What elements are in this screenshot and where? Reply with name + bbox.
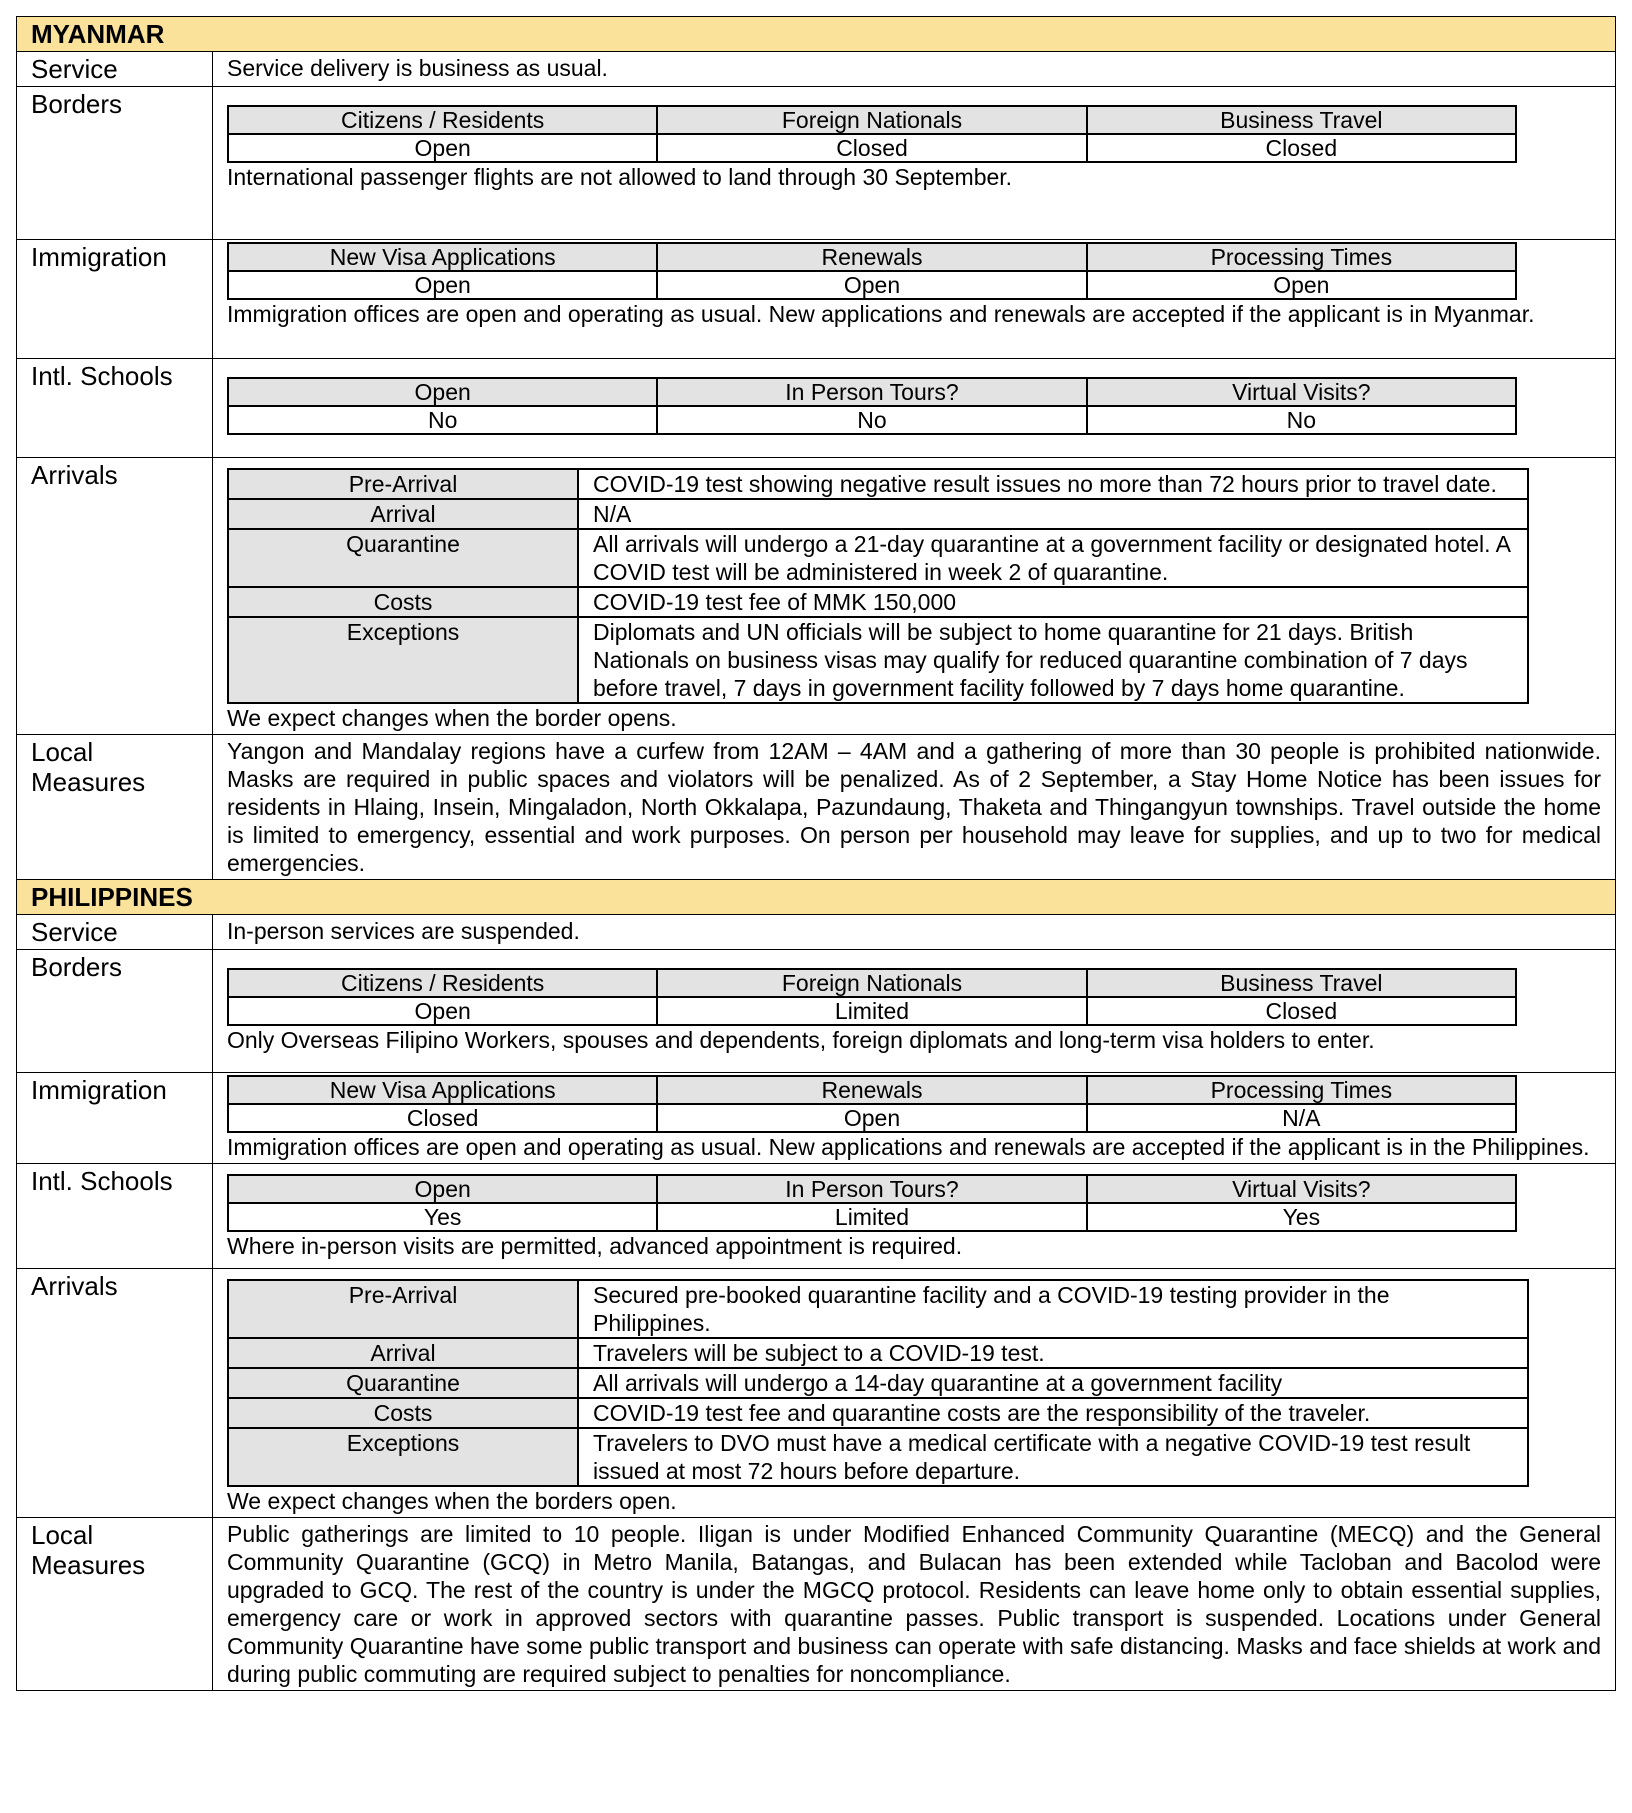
country-name: MYANMAR [17, 17, 1616, 52]
immigration-status-table [227, 1075, 1517, 1133]
country-header-row [17, 880, 1616, 915]
schools-row [17, 359, 1616, 458]
borders-value: Closed [1087, 997, 1516, 1025]
service-row [17, 52, 1616, 87]
immigration-header: New Visa Applications [228, 243, 657, 271]
schools-value: Limited [657, 1203, 1086, 1231]
immigration-value: N/A [1087, 1104, 1516, 1132]
borders-value: Open [228, 997, 657, 1025]
arrivals-key: Pre-Arrival [228, 469, 578, 499]
immigration-header: Processing Times [1087, 1076, 1516, 1104]
arrivals-label: Arrivals [17, 1269, 213, 1518]
arrivals-key: Arrival [228, 1338, 578, 1368]
immigration-label: Immigration [17, 240, 213, 359]
arrivals-key: Exceptions [228, 617, 578, 703]
schools-header: In Person Tours? [657, 1175, 1086, 1203]
schools-value: No [228, 406, 657, 434]
arrivals-key: Costs [228, 587, 578, 617]
borders-value: Open [228, 134, 657, 162]
local-measures-label: Local Measures [17, 735, 213, 880]
arrivals-key: Costs [228, 1398, 578, 1428]
immigration-label: Immigration [17, 1073, 213, 1164]
arrivals-label: Arrivals [17, 458, 213, 735]
service-text: In-person services are suspended. [213, 915, 1616, 950]
schools-value: Yes [228, 1203, 657, 1231]
schools-header: Open [228, 1175, 657, 1203]
borders-note: International passenger flights are not allowed to land through 30 September. [227, 164, 1013, 190]
borders-header: Foreign Nationals [657, 969, 1086, 997]
arrivals-value: Travelers to DVO must have a medical certificate with a negative COVID-19 test result issued at most 72 hours before departure. [578, 1428, 1528, 1486]
borders-label: Borders [17, 87, 213, 240]
immigration-note: Immigration offices are open and operating as usual. New applications and renewals are accepted if the applicant is in the Philippines. [227, 1134, 1590, 1160]
schools-label: Intl. Schools [17, 359, 213, 458]
arrivals-value: N/A [578, 499, 1528, 529]
schools-header: In Person Tours? [657, 378, 1086, 406]
borders-header: Business Travel [1087, 106, 1516, 134]
immigration-row [17, 240, 1616, 359]
local-measures-text: Public gatherings are limited to 10 people. Iligan is under Modified Enhanced Community Quarantine (MECQ) and the General Community Quarantine (GCQ) in Metro Manila, Batangas, and Bulacan has been extended while Tacloban and Bacolod were upgraded to GCQ. The rest of the country is under the MGCQ protocol. Residents can leave home only to obtain essential supplies, emergency care or work in approved sectors with quarantine passes. Public transport is suspended. Locations under General Community Quarantine have some public transport and business can operate with safe distancing. Masks and face shields at work and during public commuting are required subject to penalties for noncompliance. [213, 1518, 1616, 1691]
immigration-value: Closed [228, 1104, 657, 1132]
country-header-row [17, 17, 1616, 52]
arrivals-key: Quarantine [228, 529, 578, 587]
immigration-value: Open [228, 271, 657, 299]
borders-header: Foreign Nationals [657, 106, 1086, 134]
arrivals-value: Travelers will be subject to a COVID-19 test. [578, 1338, 1528, 1368]
borders-status-table [227, 968, 1517, 1026]
arrivals-value: Diplomats and UN officials will be subject to home quarantine for 21 days. British Nationals on business visas may qualify for reduced quarantine combination of 7 days before travel, 7 days in government facility followed by 7 days home quarantine. [578, 617, 1528, 703]
arrivals-value: All arrivals will undergo a 14-day quarantine at a government facility [578, 1368, 1528, 1398]
schools-value: Yes [1087, 1203, 1516, 1231]
borders-value: Closed [1087, 134, 1516, 162]
arrivals-value: COVID-19 test fee of MMK 150,000 [578, 587, 1528, 617]
immigration-row [17, 1073, 1616, 1164]
arrivals-key: Quarantine [228, 1368, 578, 1398]
immigration-header: Renewals [657, 243, 1086, 271]
service-label: Service [17, 52, 213, 87]
immigration-value: Open [1087, 271, 1516, 299]
borders-header: Citizens / Residents [228, 106, 657, 134]
country-status-document [16, 16, 1616, 1691]
borders-row [17, 87, 1616, 240]
immigration-note: Immigration offices are open and operating as usual. New applications and renewals are accepted if the applicant is in Myanmar. [227, 301, 1535, 327]
arrivals-value: Secured pre-booked quarantine facility and a COVID-19 testing provider in the Philippines. [578, 1280, 1528, 1338]
local-measures-row [17, 735, 1616, 880]
schools-note: Where in-person visits are permitted, advanced appointment is required. [227, 1233, 963, 1259]
schools-row [17, 1164, 1616, 1269]
immigration-value: Open [657, 271, 1086, 299]
borders-header: Business Travel [1087, 969, 1516, 997]
arrivals-value: COVID-19 test showing negative result issues no more than 72 hours prior to travel date. [578, 469, 1528, 499]
arrivals-value: COVID-19 test fee and quarantine costs are the responsibility of the traveler. [578, 1398, 1528, 1428]
arrivals-table [227, 1279, 1529, 1487]
arrivals-note: We expect changes when the borders open. [227, 1488, 677, 1514]
immigration-header: New Visa Applications [228, 1076, 657, 1104]
arrivals-row [17, 1269, 1616, 1518]
schools-value: No [1087, 406, 1516, 434]
borders-note: Only Overseas Filipino Workers, spouses and dependents, foreign diplomats and long-term visa holders to enter. [227, 1027, 1375, 1053]
country-name: PHILIPPINES [17, 880, 1616, 915]
schools-status-table [227, 377, 1517, 435]
country-status-table [16, 16, 1616, 1691]
schools-label: Intl. Schools [17, 1164, 213, 1269]
schools-status-table [227, 1174, 1517, 1232]
borders-label: Borders [17, 950, 213, 1073]
immigration-header: Processing Times [1087, 243, 1516, 271]
local-measures-label: Local Measures [17, 1518, 213, 1691]
arrivals-key: Pre-Arrival [228, 1280, 578, 1338]
borders-value: Limited [657, 997, 1086, 1025]
service-label: Service [17, 915, 213, 950]
immigration-value: Open [657, 1104, 1086, 1132]
immigration-status-table [227, 242, 1517, 300]
arrivals-value: All arrivals will undergo a 21-day quarantine at a government facility or designated hotel. A COVID test will be administered in week 2 of quarantine. [578, 529, 1528, 587]
schools-header: Open [228, 378, 657, 406]
schools-value: No [657, 406, 1086, 434]
schools-header: Virtual Visits? [1087, 1175, 1516, 1203]
borders-header: Citizens / Residents [228, 969, 657, 997]
service-text: Service delivery is business as usual. [213, 52, 1616, 87]
borders-status-table [227, 105, 1517, 163]
local-measures-text: Yangon and Mandalay regions have a curfew from 12AM – 4AM and a gathering of more than 30 people is prohibited nationwide. Masks are required in public spaces and violators will be penalized. As of 2 September, a Stay Home Notice has been issues for residents in Hlaing, Insein, Mingaladon, North Okkalapa, Pazundaung, Thaketa and Thingangyun townships. Travel outside the home is limited to emergency, essential and work purposes. On person per household may leave for supplies, and up to two for medical emergencies. [213, 735, 1616, 880]
borders-value: Closed [657, 134, 1086, 162]
immigration-header: Renewals [657, 1076, 1086, 1104]
arrivals-table [227, 468, 1529, 704]
borders-row [17, 950, 1616, 1073]
service-row [17, 915, 1616, 950]
arrivals-note: We expect changes when the border opens. [227, 705, 677, 731]
arrivals-key: Arrival [228, 499, 578, 529]
local-measures-row [17, 1518, 1616, 1691]
arrivals-key: Exceptions [228, 1428, 578, 1486]
arrivals-row [17, 458, 1616, 735]
schools-header: Virtual Visits? [1087, 378, 1516, 406]
